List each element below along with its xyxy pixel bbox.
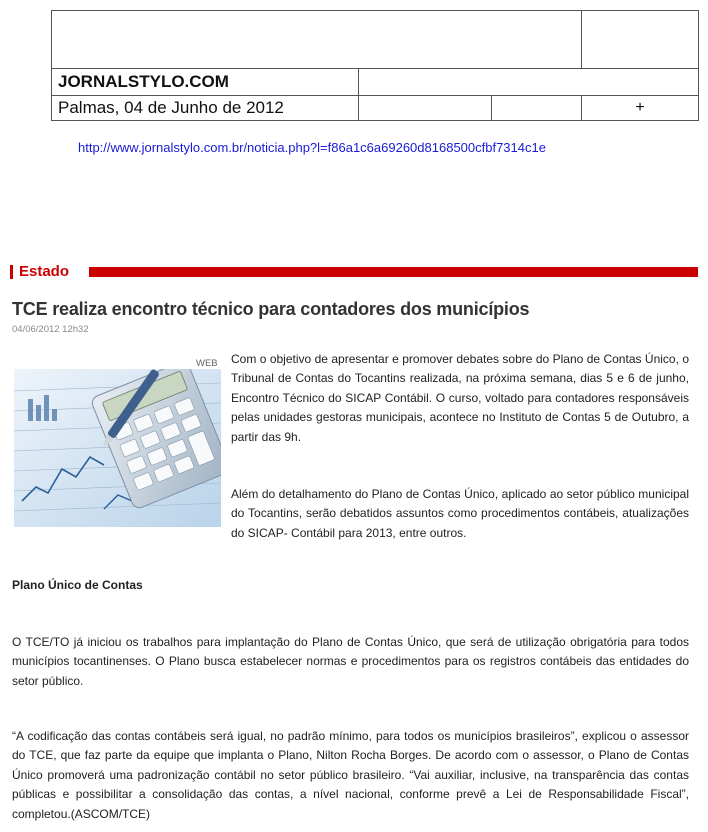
calculator-photo-svg	[14, 369, 221, 527]
brand-name: JORNALSTYLO.COM	[52, 69, 359, 96]
article-title: TCE realiza encontro técnico para contadores dos municípios	[12, 299, 530, 319]
plus-cell: +	[582, 96, 699, 121]
article-timestamp: 04/06/2012 12h32	[12, 324, 89, 335]
calculator-photo-icon	[14, 369, 221, 527]
section-label[interactable]: Estado	[19, 263, 70, 280]
header-blank-cell	[52, 11, 582, 69]
edition-date: Palmas, 04 de Junho de 2012	[52, 96, 359, 121]
intro-paragraph-2: Além do detalhamento do Plano de Contas Único, aplicado ao setor público municipal do Tocantins, serão debatidos assuntos como procedimentos contábeis, atualizações do SICAP- Contábil para 2013, entre outros.	[231, 487, 689, 540]
image-source-tag: WEB	[196, 358, 218, 369]
header-empty-cell	[492, 96, 582, 121]
header-table	[51, 10, 699, 121]
intro-paragraph-1: Com o objetivo de apresentar e promover debates sobre do Plano de Contas Único, o Tribunal de Contas do Tocantins realizada, na próxima semana, dias 5 e 6 de junho, Encontro Técnico do SICAP Contábil. O curso, voltado para contadores responsáveis pelas unidades gestoras municipais, acontece no Instituto de Contas 5 de Outubro, a partir das 9h.	[231, 352, 689, 444]
section-bar	[10, 263, 698, 280]
section-tick	[10, 265, 13, 279]
header-empty-cell	[359, 69, 699, 96]
body-paragraph-1: O TCE/TO já iniciou os trabalhos para implantação do Plano de Contas Único, que será de utilização obrigatória para todos municípios tocantinenses. O Plano busca estabelecer normas e procedimentos para os registros contábeis das entidades do setor público.	[12, 635, 689, 688]
header-blank-cell-right	[582, 11, 699, 69]
section-rule	[89, 267, 698, 277]
header-empty-cell	[359, 96, 492, 121]
source-url-link[interactable]: http://www.jornalstylo.com.br/noticia.php?l=f86a1c6a69260d8168500cfbf7314c1e	[78, 140, 546, 155]
body-paragraph-2: “A codificação das contas contábeis será igual, no padrão mínimo, para todos os municípios brasileiros”, explicou o assessor do TCE, que faz parte da equipe que implanta o Plano, Nilton Rocha Borges. De acordo com o assessor, o Plano de Contas Único promoverá uma padronização contábil no setor público brasileiro. “Vai auxiliar, inclusive, na transparência das contas públicas e possibilitar a consolidação das contas, a nível nacional, conforme prevê a Lei de Responsabilidade Fiscal”, completou.(ASCOM/TCE)	[12, 729, 689, 821]
article-subheading: Plano Único de Contas	[12, 578, 143, 592]
